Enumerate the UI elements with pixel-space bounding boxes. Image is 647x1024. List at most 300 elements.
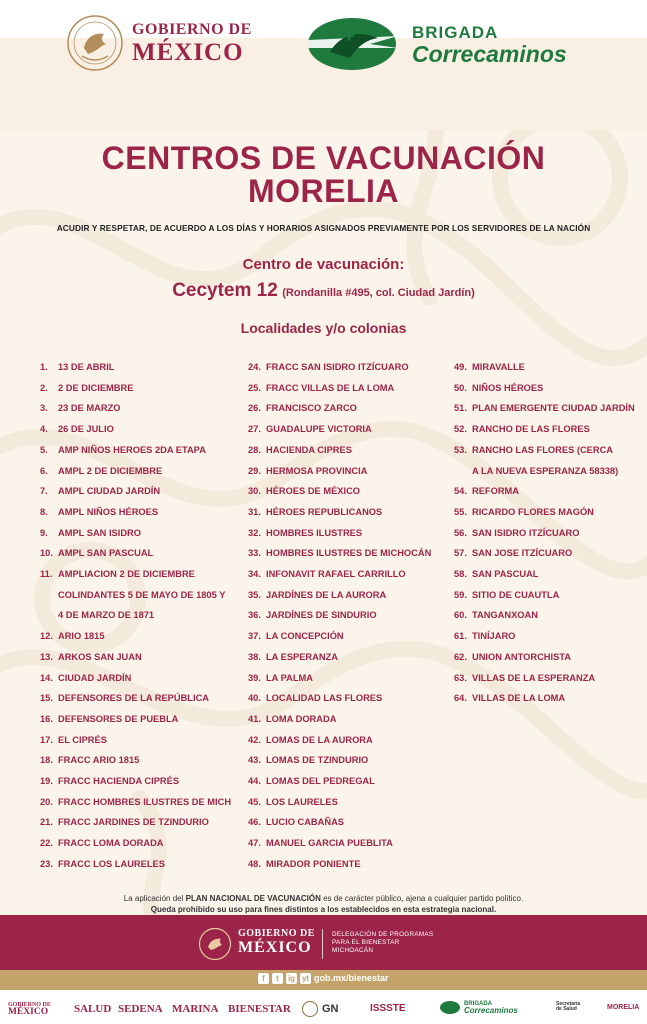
- locality-name: [266, 466, 453, 476]
- locality-number: 13.: [40, 651, 53, 662]
- locality-number: 58.: [454, 569, 467, 580]
- locality-number: 41.: [248, 713, 261, 724]
- locality-name-line: VILLAS DE LA LOMA: [472, 693, 566, 704]
- locality-item: [248, 466, 453, 476]
- footer-band: [0, 915, 647, 970]
- gob-line2: MÉXICO: [132, 39, 244, 66]
- locality-name: [266, 693, 453, 703]
- locality-name: [266, 776, 453, 786]
- locality-number: 48.: [248, 858, 261, 869]
- locality-name: [266, 652, 453, 662]
- locality-item: [454, 673, 644, 683]
- locality-name-line: LUCIO CABAÑAS: [266, 817, 344, 828]
- locality-name: [58, 817, 245, 827]
- brigada-line1: BRIGADA: [412, 23, 499, 42]
- locality-number: 11.: [40, 569, 53, 580]
- locality-name-line: FRACC HACIENDA CIPRÉS: [58, 776, 180, 787]
- locality-number: 54.: [454, 486, 467, 497]
- locality-item: [454, 631, 644, 641]
- locality-item: [40, 528, 245, 538]
- locality-name-line: FRACC ARIO 1815: [58, 755, 140, 766]
- locality-name: [472, 403, 644, 413]
- localities-column-3: [454, 362, 644, 714]
- locality-name-line: LA ESPERANZA: [266, 651, 338, 662]
- locality-number: 56.: [454, 527, 467, 538]
- locality-name-line: TANGANXOAN: [472, 610, 538, 621]
- locality-item: [40, 797, 245, 807]
- locality-name: [472, 548, 644, 558]
- center-name: [0, 280, 647, 302]
- locality-name: [266, 797, 453, 807]
- locality-name-line: RANCHO LAS FLORES (CERCA: [472, 444, 614, 455]
- locality-name: [472, 610, 644, 620]
- locality-name-line: 4 DE MARZO DE 1871: [58, 610, 155, 621]
- locality-number: 28.: [248, 444, 261, 455]
- locality-name: [58, 383, 245, 393]
- locality-item: [248, 652, 453, 662]
- disclaimer-bold: PLAN NACIONAL DE VACUNACIÓN: [185, 894, 321, 903]
- locality-number: 6.: [40, 465, 48, 476]
- sponsor-brigada-line1: BRIGADA: [464, 1001, 492, 1007]
- sponsor-gob-logo: [8, 1002, 51, 1018]
- locality-name-line: HOMBRES ILUSTRES: [266, 527, 363, 538]
- locality-item: [248, 610, 453, 620]
- locality-number: 49.: [454, 362, 467, 372]
- locality-name: [58, 486, 245, 496]
- locality-name: [266, 817, 453, 827]
- locality-name-line: AMP NIÑOS HEROES 2DA ETAPA: [58, 444, 206, 455]
- localities-label: Localidades y/o colonias: [240, 320, 407, 336]
- locality-number: 63.: [454, 672, 467, 683]
- locality-name-line: COLINDANTES 5 DE MAYO DE 1805 Y: [58, 589, 226, 600]
- locality-item: [40, 424, 245, 434]
- deleg-line2: PARA EL BIENESTAR: [332, 939, 400, 946]
- locality-item: [248, 507, 453, 517]
- locality-name-line: LA CONCEPCIÓN: [266, 631, 344, 642]
- locality-name: [58, 528, 245, 538]
- locality-number: 30.: [248, 486, 261, 497]
- locality-name-line: SITIO DE CUAUTLA: [472, 589, 560, 600]
- locality-number: 45.: [248, 796, 261, 807]
- locality-item: [248, 859, 453, 869]
- locality-item: [40, 383, 245, 393]
- locality-item: [40, 817, 245, 827]
- locality-name: [58, 693, 245, 703]
- locality-name: [58, 507, 245, 517]
- website-link[interactable]: gob.mx/bienestar: [314, 973, 389, 983]
- locality-number: 9.: [40, 527, 48, 538]
- disclaimer-part1: La aplicación del: [123, 894, 186, 903]
- locality-name: [266, 403, 453, 413]
- locality-number: 40.: [248, 693, 261, 704]
- locality-name: [266, 714, 453, 724]
- locality-name-line: INFONAVIT RAFAEL CARRILLO: [266, 569, 406, 580]
- locality-name: [58, 424, 245, 434]
- locality-name-line: 26 DE JULIO: [58, 424, 114, 435]
- sponsor-salud-logo: SALUD: [74, 1003, 112, 1015]
- locality-name-line: AMPL SAN ISIDRO: [58, 527, 141, 538]
- locality-number: 34.: [248, 569, 261, 580]
- locality-number: 21.: [40, 817, 53, 828]
- locality-item: [40, 362, 245, 372]
- locality-name-line: SAN JOSE ITZÍCUARO: [472, 548, 573, 559]
- locality-item: [248, 631, 453, 641]
- center-address: (Rondanilla #495, col. Ciudad Jardín): [282, 287, 475, 299]
- locality-item: [248, 424, 453, 434]
- locality-name: [58, 673, 245, 683]
- locality-name: [472, 507, 644, 517]
- locality-item: [454, 424, 644, 434]
- locality-number: 15.: [40, 693, 53, 704]
- locality-name-line: CIUDAD JARDÍN: [58, 672, 132, 683]
- locality-number: 20.: [40, 796, 53, 807]
- locality-number: 16.: [40, 713, 53, 724]
- locality-item: [454, 528, 644, 538]
- locality-item: [40, 507, 245, 517]
- brigada-correcaminos-logo: [412, 24, 567, 66]
- locality-number: 12.: [40, 631, 53, 642]
- locality-name-line: LA PALMA: [266, 672, 313, 683]
- locality-item: [40, 403, 245, 413]
- locality-name-line: JARDÍNES DE SINDURIO: [266, 610, 377, 621]
- footer-gob-line2: MÉXICO: [238, 939, 312, 956]
- locality-name: [266, 528, 453, 538]
- locality-number: 2.: [40, 382, 48, 393]
- title-line1: CENTROS DE VACUNACIÓN: [101, 140, 546, 176]
- locality-name: [266, 631, 453, 641]
- locality-item: [454, 362, 644, 372]
- locality-name-line: LOMA DORADA: [266, 713, 337, 724]
- sponsor-secsalud-line2: de Salud: [556, 1006, 577, 1012]
- locality-name: [472, 362, 644, 372]
- locality-item: [40, 735, 245, 745]
- locality-name-line: FRACC JARDINES DE TZINDURIO: [58, 817, 209, 828]
- sponsor-marina-logo: MARINA: [172, 1003, 219, 1015]
- locality-number: 14.: [40, 672, 53, 683]
- locality-name-line: AMPL NIÑOS HÉROES: [58, 506, 159, 517]
- locality-number: 4.: [40, 424, 48, 435]
- footer-eagle-seal-icon: [198, 927, 232, 961]
- locality-number: 53.: [454, 444, 467, 455]
- locality-number: 61.: [454, 631, 467, 642]
- locality-name-line: GUADALUPE VICTORIA: [266, 424, 372, 435]
- locality-item: [40, 776, 245, 786]
- locality-name: [266, 859, 453, 869]
- locality-item: [454, 610, 644, 620]
- locality-name-line: HACIENDA CIPRES: [266, 444, 352, 455]
- locality-name: [58, 466, 245, 476]
- locality-name-line: 23 DE MARZO: [58, 403, 121, 414]
- locality-number: 35.: [248, 589, 261, 600]
- locality-name-line: AMPL CIUDAD JARDÍN: [58, 486, 161, 497]
- sponsor-brigada-logo: [464, 1001, 518, 1015]
- locality-name: [58, 631, 245, 641]
- locality-name: [58, 838, 245, 848]
- locality-item: [40, 838, 245, 848]
- locality-item: [248, 403, 453, 413]
- locality-name-line: A LA NUEVA ESPERANZA 58338): [472, 465, 619, 476]
- locality-item: [454, 383, 644, 393]
- locality-number: 55.: [454, 506, 467, 517]
- youtube-icon[interactable]: yt: [301, 974, 310, 983]
- locality-name-line: DEFENSORES DE PUEBLA: [58, 713, 179, 724]
- locality-name: [266, 507, 453, 517]
- locality-item: [40, 486, 245, 496]
- locality-item: [248, 569, 453, 579]
- instructions-subtitle: ACUDIR Y RESPETAR, DE ACUERDO A LOS DÍAS Y HORARIOS ASIGNADOS PREVIAMENTE POR LOS SERVIDORES DE LA NACIÓN: [56, 223, 591, 233]
- locality-name-line: 2 DE DICIEMBRE: [58, 382, 134, 393]
- locality-item: [248, 714, 453, 724]
- locality-name-line: TINÍJARO: [472, 631, 516, 642]
- locality-number: 10.: [40, 548, 53, 559]
- locality-number: 59.: [454, 589, 467, 600]
- locality-item: [248, 776, 453, 786]
- locality-number: 46.: [248, 817, 261, 828]
- locality-name: [58, 445, 245, 455]
- locality-item: [248, 735, 453, 745]
- locality-number: 31.: [248, 506, 261, 517]
- locality-name: [266, 735, 453, 745]
- locality-item: [40, 693, 245, 703]
- locality-item: [40, 445, 245, 455]
- locality-number: 7.: [40, 486, 48, 497]
- locality-item: [454, 590, 644, 600]
- locality-item: [454, 693, 644, 703]
- locality-name: [58, 859, 245, 869]
- locality-name: [472, 445, 644, 476]
- footer-divider: [322, 929, 323, 959]
- disclaimer: [60, 894, 587, 915]
- sponsor-secsalud-line1: Secretaría: [556, 1001, 581, 1007]
- locality-item: [454, 569, 644, 579]
- center-label: Centro de vacunación:: [242, 256, 405, 273]
- locality-name: [472, 486, 644, 496]
- locality-name-line: LOS LAURELES: [266, 796, 338, 807]
- locality-item: [40, 859, 245, 869]
- locality-item: [248, 590, 453, 600]
- deleg-line1: DELEGACIÓN DE PROGRAMAS: [332, 931, 434, 938]
- locality-name: [58, 776, 245, 786]
- locality-name: [58, 797, 245, 807]
- locality-name-line: NIÑOS HÉROES: [472, 382, 544, 393]
- gobierno-mexico-logo: [132, 22, 252, 65]
- locality-name: [58, 735, 245, 745]
- locality-name-line: HOMBRES ILUSTRES DE MICHOCÁN: [266, 548, 432, 559]
- locality-number: 60.: [454, 610, 467, 621]
- locality-item: [248, 362, 453, 372]
- brigada-line2: Correcaminos: [412, 41, 567, 67]
- locality-name-line: MIRAVALLE: [472, 362, 525, 372]
- locality-number: 8.: [40, 506, 48, 517]
- locality-name: [266, 569, 453, 579]
- sponsor-morelia-logo: MORELIA: [607, 1004, 640, 1011]
- locality-item: [248, 817, 453, 827]
- locality-name: [266, 838, 453, 848]
- locality-name: [266, 590, 453, 600]
- title-line2: MORELIA: [247, 173, 400, 209]
- localities-column-2: [248, 362, 453, 880]
- locality-name-line: HÉROES DE MÉXICO: [266, 486, 361, 497]
- locality-name-line: LOMAS DEL PEDREGAL: [266, 776, 375, 787]
- locality-item: [40, 548, 245, 558]
- locality-name-line: ARIO 1815: [58, 631, 105, 642]
- locality-name: [472, 652, 644, 662]
- locality-item: [454, 445, 644, 476]
- locality-number: 17.: [40, 734, 53, 745]
- locality-item: [454, 507, 644, 517]
- locality-item: [40, 673, 245, 683]
- locality-number: 43.: [248, 755, 261, 766]
- locality-item: [40, 755, 245, 765]
- locality-name: [58, 403, 245, 413]
- locality-name-line: LOMAS DE LA AURORA: [266, 734, 373, 745]
- locality-name-line: ARKOS SAN JUAN: [58, 651, 142, 662]
- footer-gob-line1: GOBIERNO DE: [238, 928, 315, 939]
- locality-number: 52.: [454, 424, 467, 435]
- locality-name: [266, 362, 453, 372]
- locality-name-line: AMPLIACION 2 DE DICIEMBRE: [58, 569, 195, 580]
- locality-name-line: PLAN EMERGENTE CIUDAD JARDÍN: [472, 403, 635, 414]
- locality-name: [472, 424, 644, 434]
- locality-name: [266, 755, 453, 765]
- locality-name-line: REFORMA: [472, 486, 519, 497]
- locality-name-line: MIRADOR PONIENTE: [266, 858, 361, 869]
- locality-item: [248, 755, 453, 765]
- locality-name: [472, 528, 644, 538]
- locality-name: [266, 383, 453, 393]
- locality-name: [266, 424, 453, 434]
- locality-name-line: MANUEL GARCIA PUEBLITA: [266, 838, 393, 849]
- facebook-icon[interactable]: f: [258, 973, 269, 984]
- locality-name: [266, 548, 453, 558]
- locality-number: 39.: [248, 672, 261, 683]
- locality-name: [266, 610, 453, 620]
- sponsor-gob-line1: GOBIERNO DE: [8, 1002, 51, 1008]
- locality-name-line: HÉROES REPUBLICANOS: [266, 506, 383, 517]
- instagram-icon[interactable]: ig: [287, 974, 296, 983]
- locality-name-line: FRACC SAN ISIDRO ITZÍCUARO: [266, 362, 409, 372]
- sponsor-brigada-line2: Correcaminos: [464, 1006, 518, 1015]
- locality-name-line: SAN PASCUAL: [472, 569, 539, 580]
- locality-number: 38.: [248, 651, 261, 662]
- roadrunner-logo-icon: [300, 14, 406, 74]
- locality-name: [266, 445, 453, 455]
- locality-number: 25.: [248, 382, 261, 393]
- locality-name-line: LOMAS DE TZINDURIO: [266, 755, 369, 766]
- locality-name: [58, 362, 245, 372]
- locality-item: [248, 548, 453, 558]
- locality-number: 33.: [248, 548, 261, 559]
- locality-number: 51.: [454, 403, 467, 414]
- sponsor-gob-line2: MÉXICO: [8, 1007, 49, 1017]
- locality-number: 36.: [248, 610, 261, 621]
- locality-name: [472, 590, 644, 600]
- locality-name-line: VILLAS DE LA ESPERANZA: [472, 672, 596, 683]
- locality-number: 5.: [40, 444, 48, 455]
- locality-item: [248, 693, 453, 703]
- locality-item: [248, 838, 453, 848]
- locality-item: [454, 548, 644, 558]
- locality-item: [40, 569, 245, 621]
- locality-name-line: EL CIPRÉS: [58, 734, 107, 745]
- locality-number: 32.: [248, 527, 261, 538]
- locality-name: [58, 755, 245, 765]
- locality-number: 37.: [248, 631, 261, 642]
- localities-column-1: [40, 362, 245, 880]
- locality-item: [454, 652, 644, 662]
- locality-name-line: JARDÍNES DE LA AURORA: [266, 589, 387, 600]
- locality-item: [40, 652, 245, 662]
- locality-name-line: FRACC HOMBRES ILUSTRES DE MICH: [58, 796, 232, 807]
- locality-item: [40, 466, 245, 476]
- locality-number: 50.: [454, 382, 467, 393]
- locality-item: [248, 383, 453, 393]
- locality-name: [472, 631, 644, 641]
- locality-item: [248, 528, 453, 538]
- locality-number: 23.: [40, 858, 53, 869]
- locality-name: [58, 548, 245, 558]
- locality-name-line: 13 DE ABRIL: [58, 362, 115, 372]
- locality-name-line: AMPL 2 DE DICIEMBRE: [58, 465, 163, 476]
- twitter-icon[interactable]: t: [272, 973, 283, 984]
- disclaimer-part2: es de carácter público, ajena a cualquier partido político.: [320, 894, 524, 903]
- disclaimer-line2: Queda prohibido su uso para fines distintos a los establecidos en esta estrategia nacional.: [150, 904, 497, 914]
- locality-name-line: FRACC LOS LAURELES: [58, 858, 165, 869]
- locality-item: [454, 403, 644, 413]
- gob-line1: GOBIERNO DE: [132, 21, 252, 38]
- sponsor-gn-logo: GN: [322, 1003, 339, 1015]
- locality-number: 18.: [40, 755, 53, 766]
- locality-name: [58, 569, 245, 621]
- locality-name-line: UNION ANTORCHISTA: [472, 651, 571, 662]
- locality-item: [454, 486, 644, 496]
- sponsor-gn-emblem-icon: [302, 1001, 318, 1017]
- locality-name-line: RICARDO FLORES MAGÓN: [472, 506, 594, 517]
- locality-name-line: DEFENSORES DE LA REPÚBLICA: [58, 693, 210, 704]
- locality-number: 3.: [40, 403, 48, 414]
- locality-name-line: RANCHO DE LAS FLORES: [472, 424, 590, 435]
- sponsor-secsalud-logo: [556, 1002, 580, 1012]
- locality-number: 27.: [248, 424, 261, 435]
- locality-item: [248, 797, 453, 807]
- locality-number: 26.: [248, 403, 261, 414]
- locality-name-line: AMPL SAN PASCUAL: [58, 548, 154, 559]
- locality-name-line: FRACC VILLAS DE LA LOMA: [266, 382, 395, 393]
- locality-number: 57.: [454, 548, 467, 559]
- sponsor-brigada-emblem-icon: [440, 1001, 460, 1014]
- sponsor-bienestar-logo: BIENESTAR: [228, 1003, 291, 1015]
- locality-item: [40, 631, 245, 641]
- locality-number: 64.: [454, 693, 467, 704]
- locality-name-line: HERMOSA PROVINCIA: [266, 465, 368, 476]
- locality-number: 29.: [248, 465, 261, 476]
- locality-name: [472, 693, 644, 703]
- locality-item: [248, 486, 453, 496]
- locality-number: 22.: [40, 838, 53, 849]
- locality-name-line: FRACC LOMA DORADA: [58, 838, 164, 849]
- deleg-line3: MICHOACÁN: [332, 947, 374, 954]
- locality-number: 1.: [40, 362, 48, 372]
- locality-name: [266, 673, 453, 683]
- sponsor-issste-logo: ISSSTE: [370, 1003, 406, 1014]
- locality-name: [266, 486, 453, 496]
- locality-item: [248, 673, 453, 683]
- locality-name: [472, 673, 644, 683]
- locality-item: [248, 445, 453, 455]
- locality-name-line: FRANCISCO ZARCO: [266, 403, 357, 414]
- locality-name: [472, 569, 644, 579]
- center-name-main: Cecytem 12: [172, 280, 278, 301]
